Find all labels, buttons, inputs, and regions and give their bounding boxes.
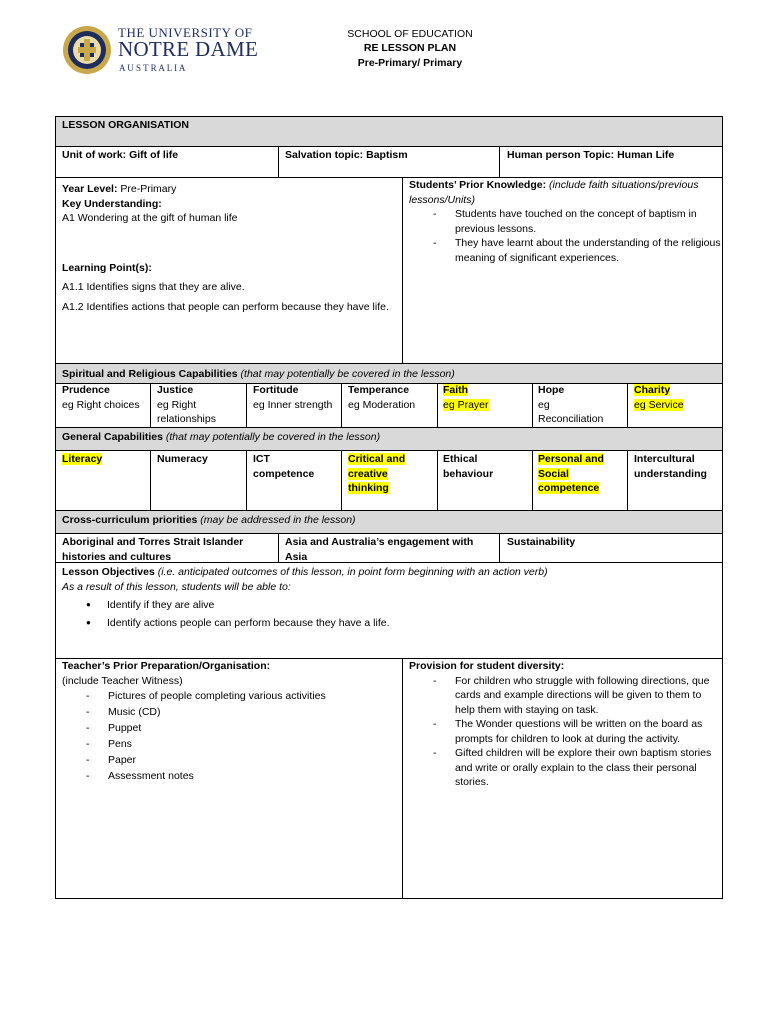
general-numeracy: Numeracy (157, 453, 208, 465)
capability-example: eg Prayer (443, 398, 489, 411)
capability-example: eg Service (634, 398, 684, 411)
year-label: Year Level: (62, 183, 118, 195)
objectives-note: (i.e. anticipated outcomes of this lesson, in point form beginning with an action verb) (157, 566, 548, 578)
capability-name: Faith (443, 384, 469, 396)
learning-point-2: A1.2 Identifies actions that people can perform because they have life. (62, 300, 389, 313)
capability-charity (634, 383, 720, 412)
logo-line-3: A U S T R A L I A (119, 63, 186, 73)
university-logo (62, 24, 267, 76)
capability-example: eg Moderation (348, 398, 416, 411)
learning-point-1: A1.1 Identifies signs that they are alive. (62, 281, 245, 293)
capability-hope (538, 383, 604, 427)
cross-sustainability: Sustainability (507, 536, 576, 548)
general-heading-note: (that may potentially be covered in the lesson) (165, 431, 381, 443)
capability-name: Temperance (348, 384, 410, 396)
organisation-heading: LESSON ORGANISATION (62, 119, 189, 131)
prior-knowledge-item: - They have learnt about the understanding of the religious meaning of significant experiences. (409, 236, 721, 265)
general-critical: Critical and creative thinking (348, 453, 406, 494)
preparation-item: - Pens (62, 736, 398, 752)
key-understanding-label: Key Understanding: (62, 197, 162, 210)
capability-example: eg Right relationships (157, 398, 216, 425)
objectives-cell (62, 565, 718, 633)
plan-title: RE LESSON PLAN (363, 42, 457, 54)
capability-example: eg Right choices (62, 398, 140, 411)
cross-aboriginal: Aboriginal and Torres Strait Islander histories and cultures (62, 536, 244, 563)
preparation-label: Teacher’s Prior Preparation/Organisation: (62, 660, 271, 672)
capability-faith (443, 383, 529, 412)
prior-knowledge-item: - Students have touched on the concept of baptism in previous lessons. (409, 207, 721, 236)
unit-of-work-cell (62, 148, 274, 163)
level-title: Pre-Primary/ Primary (357, 57, 463, 69)
capability-name: Charity (634, 384, 671, 396)
unit-value: Gift of life (129, 149, 179, 161)
year-level-cell (62, 182, 396, 314)
diversity-item: - For children who struggle with following directions, que cards and example directions will be given to them to help them with staying on task. (409, 674, 719, 718)
general-heading (62, 430, 712, 445)
objective-item: ● Identify if they are alive (62, 598, 718, 613)
capability-name: Justice (157, 384, 194, 396)
preparation-note: (include Teacher Witness) (62, 674, 183, 687)
human-label: Human person Topic: (507, 149, 615, 161)
school-title: SCHOOL OF EDUCATION (347, 28, 473, 40)
logo-line-1: THE UNIVERSITY OF (118, 25, 253, 40)
capability-temperance (348, 383, 436, 412)
objectives-intro: As a result of this lesson, students will be able to: (62, 580, 291, 593)
spiritual-heading-note: (that may potentially be covered in the lesson) (240, 368, 455, 380)
salvation-value: Baptism (366, 149, 408, 161)
preparation-item: - Assessment notes (62, 768, 398, 784)
learning-points-label: Learning Point(s): (62, 261, 152, 274)
general-heading-label: General Capabilities (62, 431, 163, 443)
capability-name: Fortitude (253, 384, 299, 396)
logo-line-2: NOTRE DAME (118, 37, 259, 61)
cross-heading-note: (may be addressed in the lesson) (200, 514, 356, 526)
diversity-cell (409, 659, 719, 790)
objectives-label: Lesson Objectives (62, 566, 155, 578)
prior-knowledge-cell (409, 178, 721, 265)
diversity-item: - Gifted children will be explore their own baptism stories and write or orally explain to the class their personal stories. (409, 746, 719, 790)
salvation-topic-cell (285, 148, 497, 163)
preparation-item: - Pictures of people completing various activities (62, 688, 398, 704)
prior-knowledge-note: (include faith situations/previous lessons/Units) (409, 179, 699, 206)
general-ethical: Ethical behaviour (443, 453, 494, 480)
key-understanding-value: A1 Wondering at the gift of human life (62, 212, 238, 224)
objective-item: ● Identify actions people can perform because they have a life. (62, 616, 718, 631)
preparation-cell (62, 659, 398, 784)
human-topic-cell (507, 148, 719, 163)
unit-label: Unit of work: (62, 149, 127, 161)
preparation-item: - Puppet (62, 720, 398, 736)
general-ict: ICT competence (253, 453, 315, 480)
diversity-label: Provision for student diversity: (409, 660, 565, 672)
capability-justice (157, 383, 243, 427)
capability-example: eg Inner strength (253, 398, 333, 411)
human-value: Human Life (617, 149, 675, 161)
spiritual-heading (62, 367, 712, 382)
capability-fortitude (253, 383, 339, 412)
university-crest-icon (62, 25, 112, 75)
general-literacy: Literacy (62, 453, 103, 465)
capability-name: Hope (538, 384, 565, 396)
diversity-item: - The Wonder questions will be written on the board as prompts for children to look at during the activity. (409, 717, 719, 746)
capability-prudence (62, 383, 148, 412)
salvation-label: Salvation topic: (285, 149, 364, 161)
general-intercultural: Intercultural understanding (634, 453, 707, 480)
prior-knowledge-label: Students’ Prior Knowledge: (409, 179, 547, 191)
cross-heading (62, 513, 712, 528)
cross-heading-label: Cross-curriculum priorities (62, 514, 198, 526)
cross-asia: Asia and Australia’s engagement with Asia (285, 536, 474, 563)
year-value: Pre-Primary (120, 183, 177, 195)
spiritual-heading-label: Spiritual and Religious Capabilities (62, 368, 238, 380)
general-personal: Personal and Social competence (538, 453, 604, 494)
preparation-item: - Music (CD) (62, 704, 398, 720)
capability-name: Prudence (62, 384, 110, 396)
preparation-item: - Paper (62, 752, 398, 768)
capability-example: eg Reconciliation (538, 398, 604, 425)
